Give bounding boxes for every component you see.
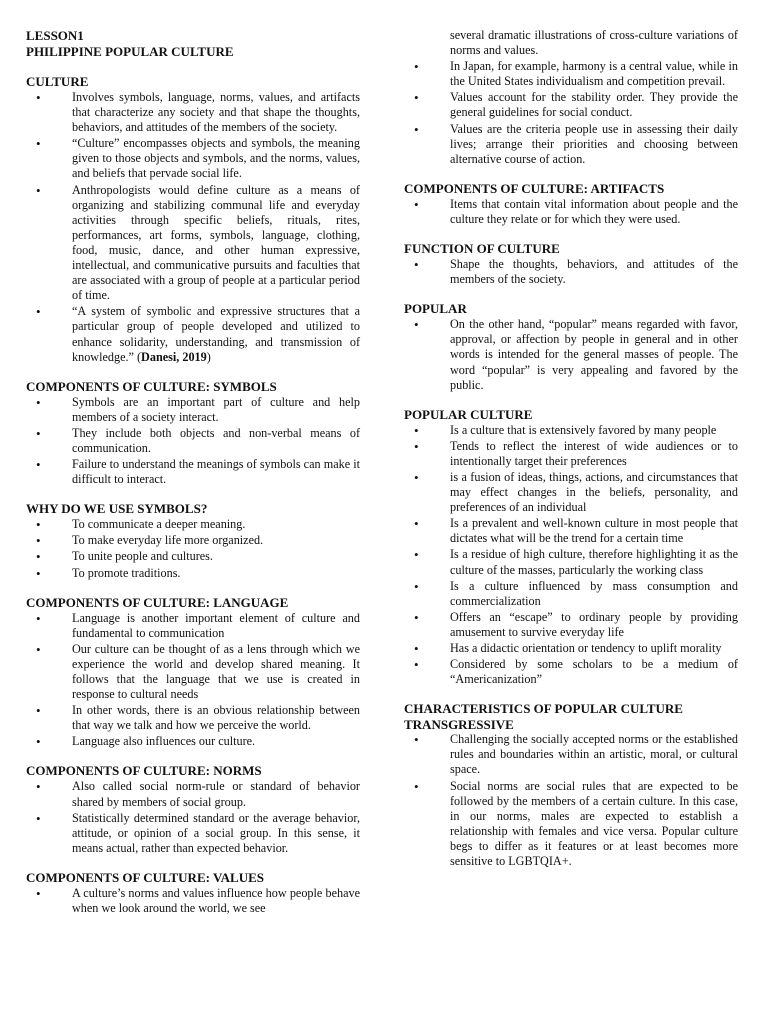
bullet-item: • To promote traditions. xyxy=(26,566,360,581)
lesson-title: PHILIPPINE POPULAR CULTURE xyxy=(26,44,234,59)
bullet-item: • Values are the criteria people use in assessing their daily lives; arrange their priorities and choosing between alternative course of action. xyxy=(404,122,738,167)
bullet-item: • Challenging the socially accepted norms or the established rules and boundaries within an artistic, moral, or cultural space. xyxy=(404,732,738,777)
section-heading: COMPONENTS OF CULTURE: LANGUAGE xyxy=(26,594,289,610)
section-components-of-culture-symbols xyxy=(26,379,360,488)
bullet-item: • “Culture” encompasses objects and symbols, the meaning given to those objects and symbols, and the norms, values, and beliefs that pervade social life. xyxy=(26,136,360,181)
section-heading: POPULAR xyxy=(404,301,467,317)
right-sections xyxy=(404,181,738,869)
left-sections xyxy=(26,74,360,916)
bullet-list xyxy=(26,395,360,488)
section-culture xyxy=(26,74,360,365)
bullet-item: • Involves symbols, language, norms, values, and artifacts that characterize any society and that shape the thoughts, behaviors, and attitudes of the members of the society. xyxy=(26,90,360,135)
lesson-header xyxy=(26,28,360,60)
bullet-item: • To make everyday life more organized. xyxy=(26,533,360,548)
bullet-item: • is a fusion of ideas, things, actions, and circumstances that may effect changes in the beliefs, personality, and preferences of an individual xyxy=(404,470,738,515)
bullet-list xyxy=(404,317,738,392)
bullet-item: • Social norms are social rules that are expected to be followed by the members of a certain culture. In this case, in our norms, males are expected to establish a relationship with females and vice versa. Popular culture begs to differ as it features or at least becomes more sensitive to LGBTQIA+. xyxy=(404,779,738,870)
bullet-item: • Is a culture that is extensively favored by many people xyxy=(404,423,738,438)
bullet-item: • Has a didactic orientation or tendency to uplift morality xyxy=(404,641,738,656)
section-heading: POPULAR CULTURE xyxy=(404,406,533,422)
lesson-number: LESSON1 xyxy=(26,28,84,43)
bullet-item: • Is a prevalent and well-known culture in most people that dictates what will be the trend for a certain time xyxy=(404,516,738,546)
bullet-item: • In Japan, for example, harmony is a central value, while in the United States individualism and competition prevail. xyxy=(404,59,738,89)
bullet-list xyxy=(404,732,738,869)
section-why-do-we-use-symbols xyxy=(26,501,360,580)
bullet-item: • Anthropologists would define culture as a means of organizing and stabilizing communal life and everyday activities through specific beliefs, rituals, rites, performances, art forms, symbols, language, clothing, food, music, dance, and other human expressive, intellectual, and communicative pursuits and faculties that are associated with a group of people at a particular period of time. xyxy=(26,183,360,304)
bullet-item: • “A system of symbolic and expressive structures that a particular group of people developed and utilized to enhance solidarity, understanding, and transmission of knowledge.” (Danesi, 2019) xyxy=(26,304,360,364)
bullet-item: • Shape the thoughts, behaviors, and attitudes of the members of the society. xyxy=(404,257,738,287)
bullet-list xyxy=(404,257,738,287)
bullet-list xyxy=(404,423,738,688)
section-subheading: TRANSGRESSIVE xyxy=(404,717,514,733)
bullet-list xyxy=(26,779,360,855)
section-function-of-culture xyxy=(404,241,738,287)
bullet-item: • Statistically determined standard or the average behavior, attitude, or opinion of a social group. In this sense, it means actual, rather than expected behavior. xyxy=(26,811,360,856)
bullet-item: • In other words, there is an obvious relationship between that way we talk and how we perceive the world. xyxy=(26,703,360,733)
bullet-item: several dramatic illustrations of cross-culture variations of norms and values. xyxy=(450,28,738,58)
section-heading: CHARACTERISTICS OF POPULAR CULTURE xyxy=(404,701,683,717)
section-components-of-culture-values xyxy=(26,870,360,916)
bullet-list xyxy=(404,197,738,227)
section-heading: COMPONENTS OF CULTURE: SYMBOLS xyxy=(26,378,277,394)
section-heading: COMPONENTS OF CULTURE: ARTIFACTS xyxy=(404,180,665,196)
bullet-list xyxy=(26,611,360,750)
bullet-item: • Items that contain vital information about people and the culture they relate or for which they were used. xyxy=(404,197,738,227)
bullet-item: • Failure to understand the meanings of symbols can make it difficult to interact. xyxy=(26,457,360,487)
left-column xyxy=(26,28,360,930)
section-popular xyxy=(404,301,738,392)
bullet-list xyxy=(26,886,360,916)
bullet-item: • Is a culture influenced by mass consumption and commercialization xyxy=(404,579,738,609)
bullet-item: • They include both objects and non-verbal means of communication. xyxy=(26,426,360,456)
right-column xyxy=(404,28,738,883)
bullet-item: • A culture’s norms and values influence how people behave when we look around the world, we see xyxy=(26,886,360,916)
bullet-item: • Values account for the stability order. They provide the general guidelines for social conduct. xyxy=(404,90,738,120)
bullet-list xyxy=(26,517,360,580)
section-heading: FUNCTION OF CULTURE xyxy=(404,241,560,257)
section-components-of-culture-artifacts xyxy=(404,181,738,227)
bullet-item: • Symbols are an important part of culture and help members of a society interact. xyxy=(26,395,360,425)
bullet-item: • To communicate a deeper meaning. xyxy=(26,517,360,532)
bullet-item: • Offers an “escape” to ordinary people by providing amusement to survive everyday life xyxy=(404,610,738,640)
citation: Danesi, 2019 xyxy=(141,349,207,364)
section-components-of-culture-language xyxy=(26,595,360,750)
section-heading: CULTURE xyxy=(26,74,89,89)
bullet-item: • Our culture can be thought of as a lens through which we experience the world and develop shared meaning. It follows that the language that we use is created in response to cultural needs xyxy=(26,642,360,702)
section-heading: COMPONENTS OF CULTURE: NORMS xyxy=(26,763,262,779)
values-continuation xyxy=(404,28,738,167)
bullet-item: • Language also influences our culture. xyxy=(26,734,360,749)
bullet-item: • To unite people and cultures. xyxy=(26,549,360,564)
section-heading: COMPONENTS OF CULTURE: VALUES xyxy=(26,869,265,885)
section-heading: WHY DO WE USE SYMBOLS? xyxy=(26,501,208,517)
section-components-of-culture-norms xyxy=(26,763,360,855)
section-characteristics-of-popular-culture xyxy=(404,701,738,869)
bullet-item: • Also called social norm-rule or standard of behavior shared by members of social group. xyxy=(26,779,360,809)
bullet-item: • Is a residue of high culture, therefore highlighting it as the culture of the masses, particularly the working class xyxy=(404,547,738,577)
bullet-item: • Language is another important element of culture and fundamental to communication xyxy=(26,611,360,641)
bullet-list xyxy=(26,90,360,365)
section-popular-culture xyxy=(404,407,738,688)
bullet-item: • Considered by some scholars to be a medium of “Americanization” xyxy=(404,657,738,687)
bullet-item: • On the other hand, “popular” means regarded with favor, approval, or affection by people in general and in other words is intended for the general masses of people. The word “popular” is very appealing and favored by the public. xyxy=(404,317,738,392)
bullet-item: • Tends to reflect the interest of wide audiences or to intentionally target their preferences xyxy=(404,439,738,469)
